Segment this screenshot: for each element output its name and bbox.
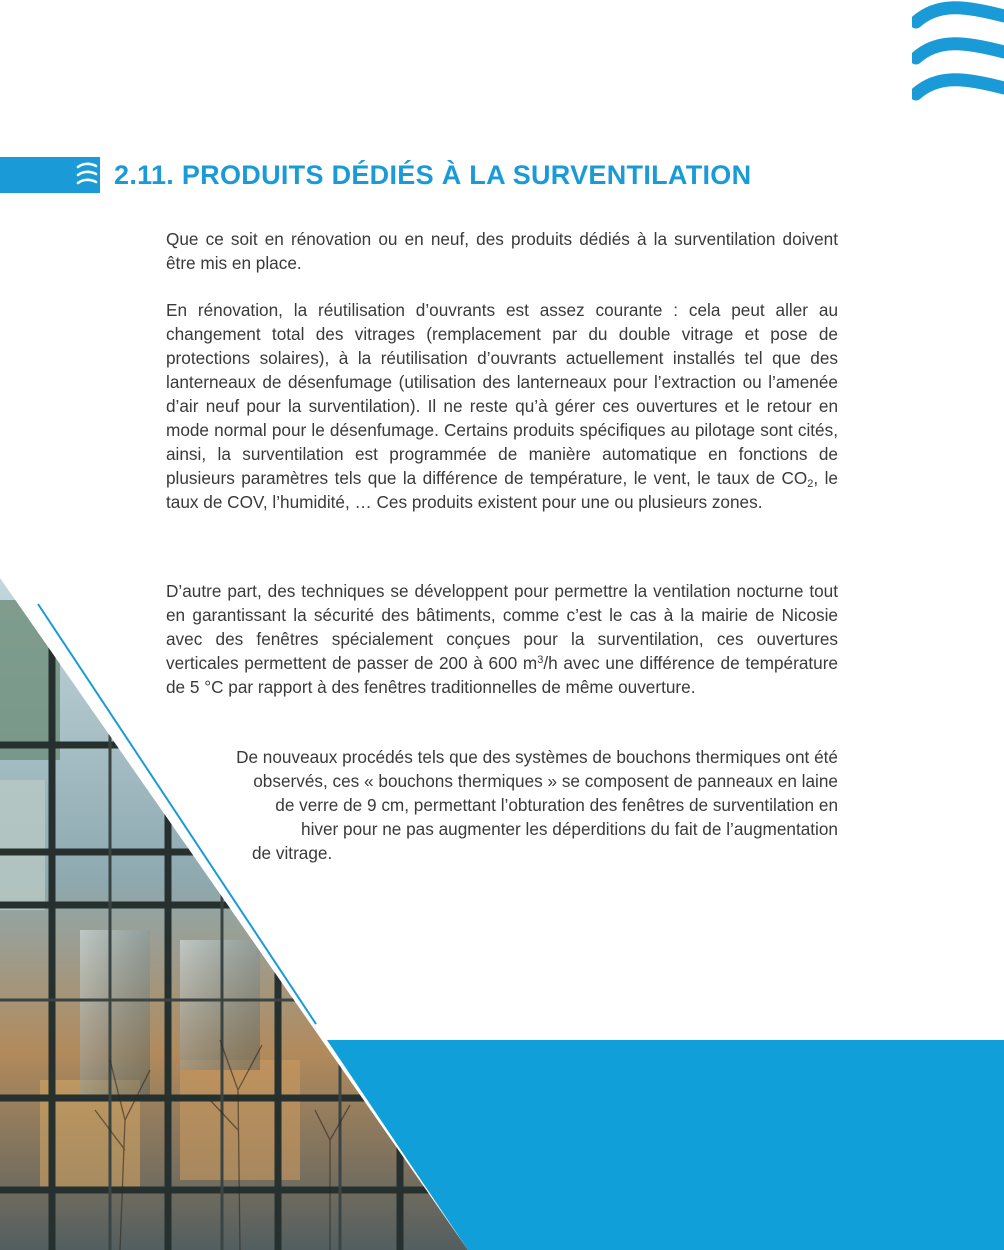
- renovation-paragraph: [166, 298, 838, 514]
- renovation-text: En rénovation, la réutilisation d’ouvrants est assez courante : cela peut aller au changement total des vitrages (remplacement par du double vitrage et pose de protections solaires), à la réutilisation d’ouvrants actuellement installés tel que des lanterneaux de désenfumage (utilisation des lanterneaux pour l’extraction ou l’amenée d’air neuf pour la surventilation). Il ne reste qu’à gérer ces ouvertures et le retour en mode normal pour le désenfumage. Certains produits spécifiques au pilotage sont cités, ainsi, la surventilation est programmée de manière automatique en fonctions de plusieurs paramètres tels que la différence de température, le vent, le taux de CO: [166, 300, 838, 488]
- night-ventilation-text-end: /h avec une différence de température de 5 °C par rapport à des fenêtres traditionnelles de même ouverture.: [166, 653, 838, 697]
- thermal-plugs-line: De nouveaux procédés tels que des systèmes de bouchons thermiques ont été: [236, 747, 838, 767]
- renovation-text-end: , le taux de COV, l’humidité, … Ces produits existent pour une ou plusieurs zones.: [166, 468, 838, 512]
- night-ventilation-paragraph: [166, 579, 838, 699]
- cubic-superscript: 3: [537, 654, 544, 666]
- night-ventilation-text: D’autre part, des techniques se développent pour permettre la ventilation nocturne tout en garantissant la sécurité des bâtiments, comme c’est le cas à la mairie de Nicosie avec des fenêtres spécialement conçues pour la surventilation, ces ouvertures verticales permettent de passer de 200 à 600 m: [166, 581, 838, 673]
- thermal-plugs-line: de verre de 9 cm, permettant l’obturation des fenêtres de surventilation en: [275, 795, 838, 815]
- thermal-plugs-line: hiver pour ne pas augmenter les déperditions du fait de l’augmentation: [301, 819, 838, 839]
- thermal-plugs-line: observés, ces « bouchons thermiques » se composent de panneaux en laine: [253, 771, 838, 791]
- section-title: 2.11. PRODUITS DÉDIÉS À LA SURVENTILATION: [114, 160, 752, 190]
- thermal-plugs-line: de vitrage.: [252, 843, 333, 863]
- co2-subscript: 2: [807, 478, 814, 490]
- intro-paragraph: Que ce soit en rénovation ou en neuf, des produits dédiés à la surventilation doivent être mis en place.: [166, 229, 838, 273]
